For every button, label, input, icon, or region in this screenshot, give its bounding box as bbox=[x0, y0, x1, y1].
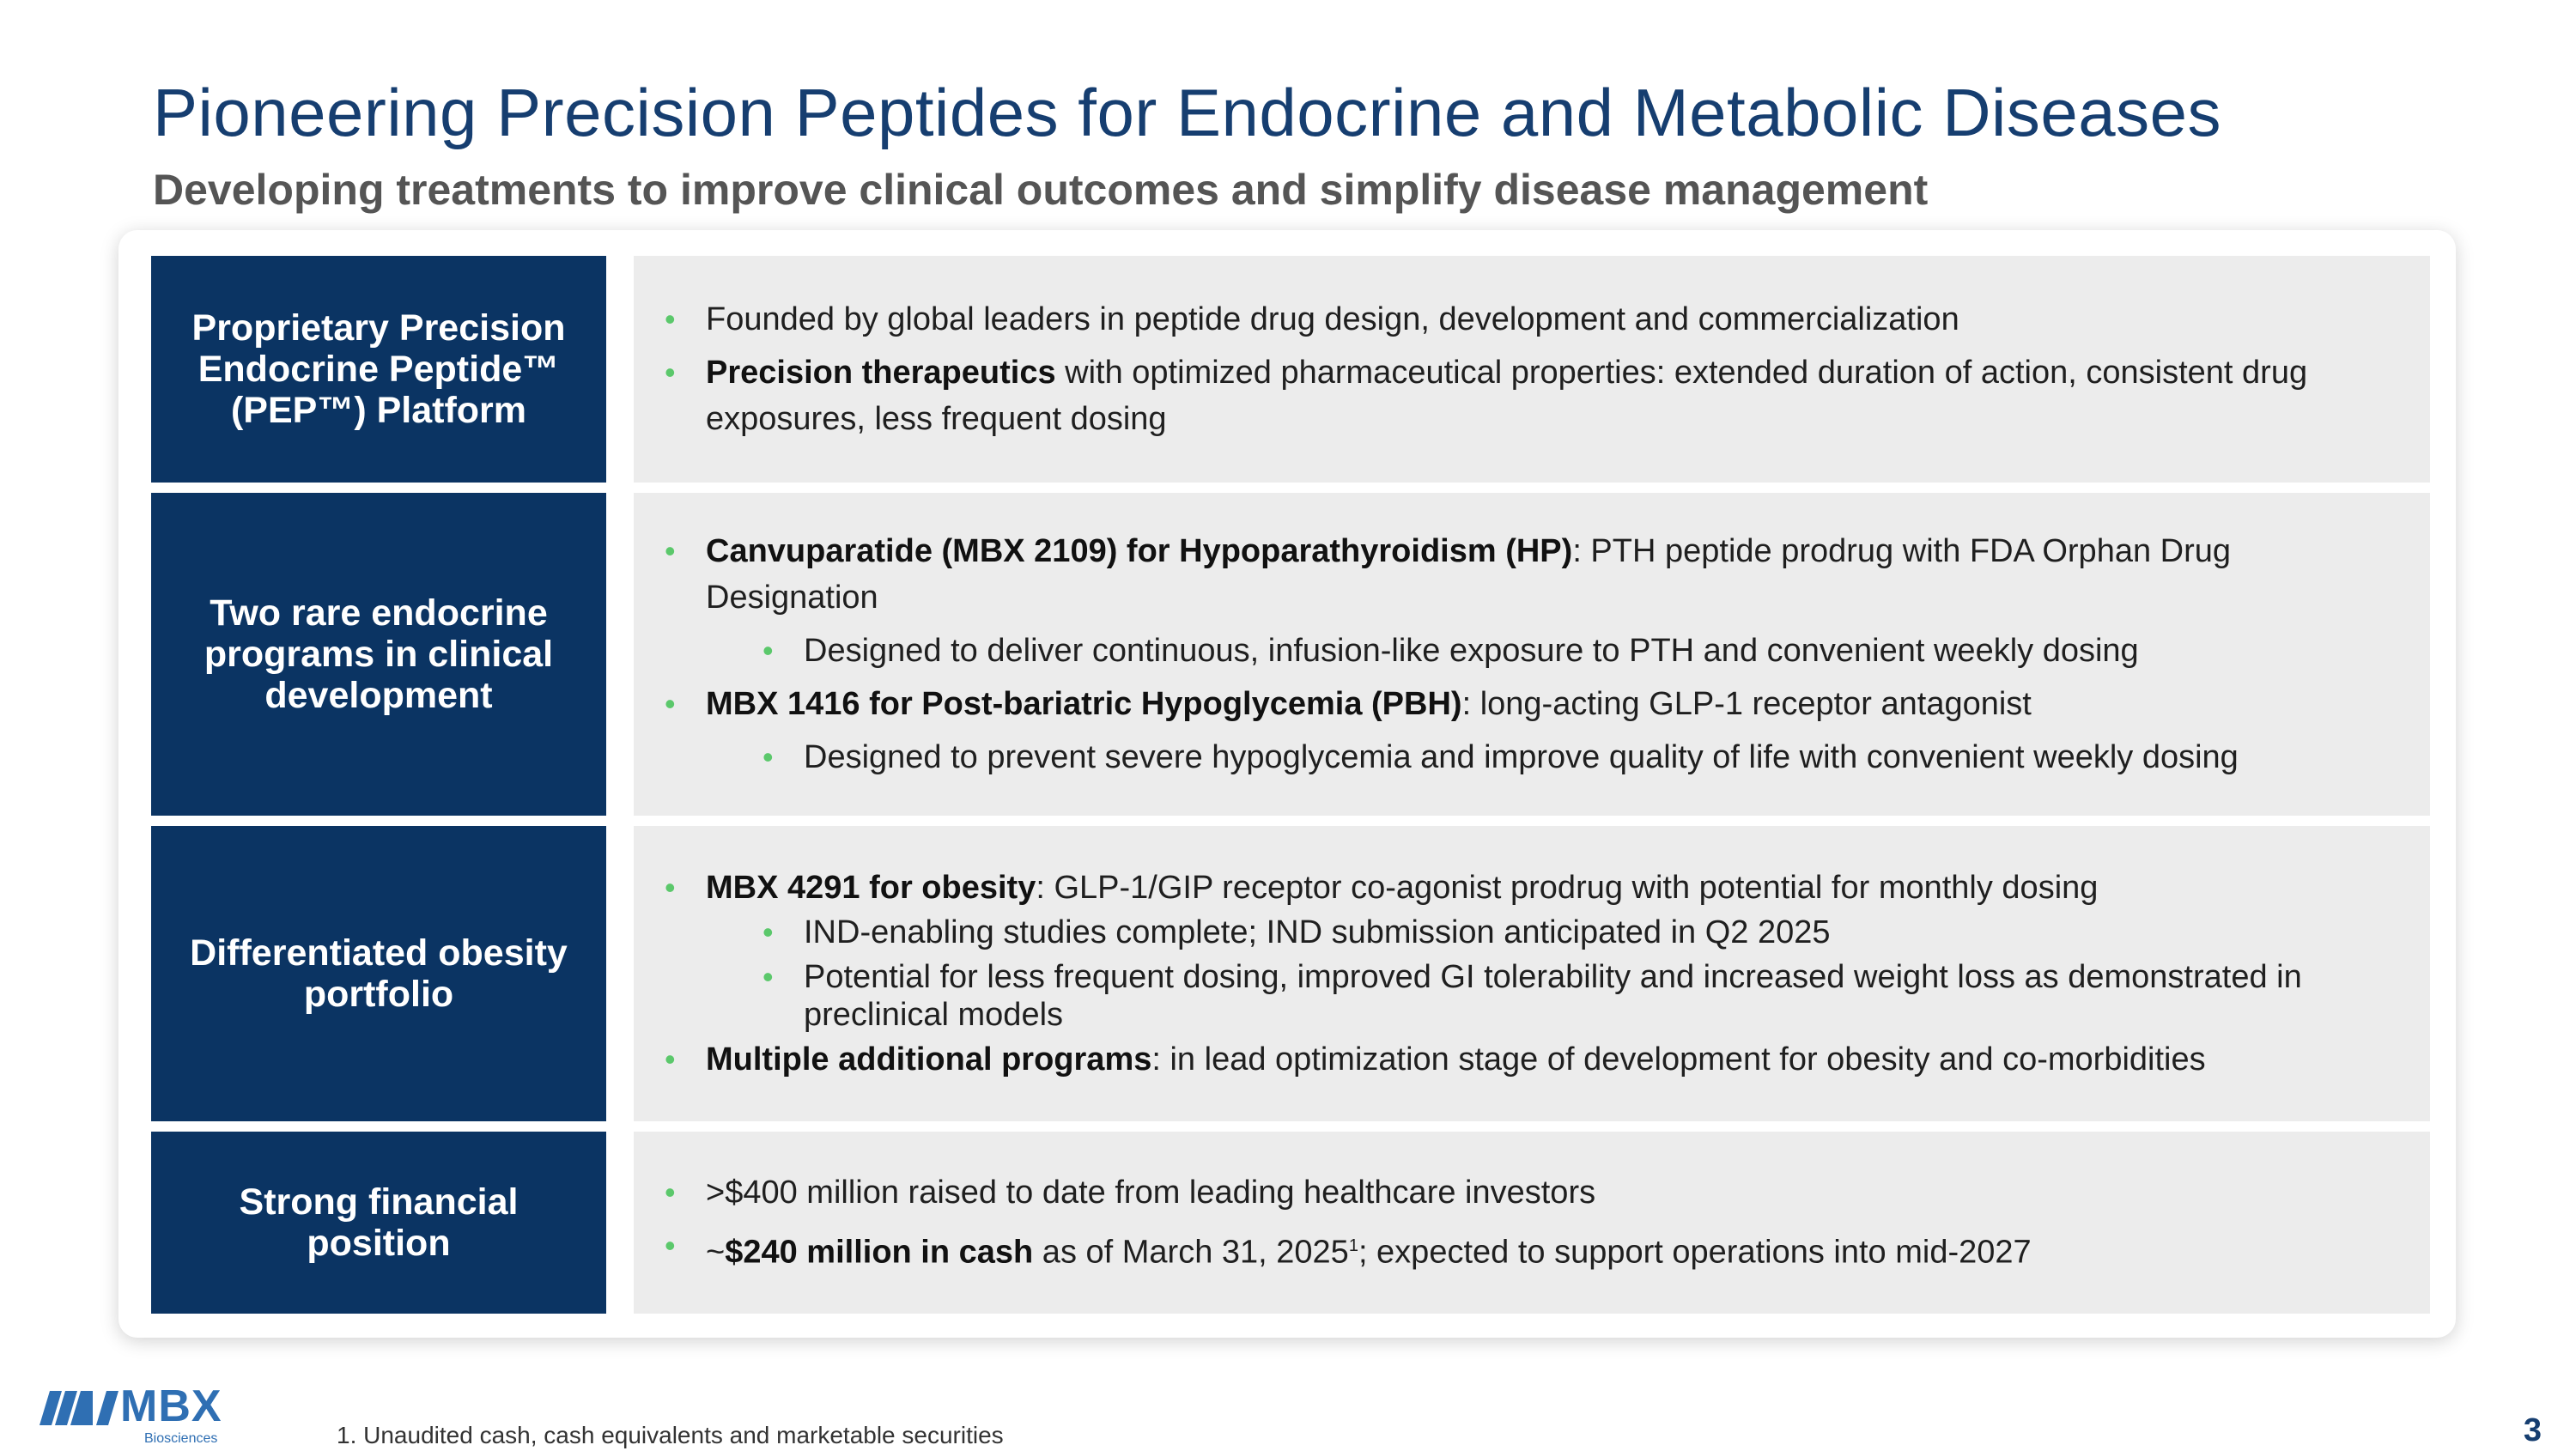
page-subtitle: Developing treatments to improve clinical outcomes and simplify disease management bbox=[153, 166, 1929, 214]
sub-bullet-item: • Designed to deliver continuous, infusion-like exposure to PTH and convenient weekly dosing bbox=[783, 628, 2396, 674]
row-content bbox=[634, 256, 2430, 483]
page-number: 3 bbox=[2523, 1412, 2542, 1448]
page-title: Pioneering Precision Peptides for Endocrine and Metabolic Diseases bbox=[153, 75, 2221, 150]
footnote: 1. Unaudited cash, cash equivalents and marketable securities bbox=[337, 1422, 1004, 1448]
bullet-icon: • bbox=[665, 533, 676, 568]
row-content bbox=[634, 493, 2430, 816]
row-content bbox=[634, 1132, 2430, 1314]
row-label: Strong financial position bbox=[151, 1132, 606, 1314]
content-panel bbox=[118, 230, 2456, 1338]
bullet-item: • >$400 million raised to date from leading healthcare investors bbox=[685, 1169, 2396, 1216]
row-label: Differentiated obesity portfolio bbox=[151, 826, 606, 1121]
row-rare-endocrine bbox=[151, 493, 2430, 816]
bullet-icon: • bbox=[665, 686, 676, 721]
sub-bullet-item: • Designed to prevent severe hypoglycemia and improve quality of life with convenient weekly dosing bbox=[783, 734, 2396, 780]
bullet-item: • Founded by global leaders in peptide drug design, development and commercialization bbox=[685, 296, 2396, 343]
logo-text: MBX bbox=[120, 1381, 222, 1431]
bullet-icon: • bbox=[762, 914, 774, 950]
sub-bullet-item: • Potential for less frequent dosing, improved GI tolerability and increased weight loss as demonstrated in preclinical models bbox=[762, 959, 2302, 1033]
bullet-icon: • bbox=[665, 1228, 676, 1264]
bullet-icon: • bbox=[665, 1041, 676, 1077]
row-content bbox=[634, 826, 2430, 1121]
row-label: Proprietary Precision Endocrine Peptide™ (PEP™) Platform bbox=[151, 256, 606, 483]
sub-bullet-item: • IND-enabling studies complete; IND submission anticipated in Q2 2025 bbox=[762, 914, 1831, 950]
bullet-item: • Canvuparatide (MBX 2109) for Hypoparathyroidism (HP): PTH peptide prodrug with FDA Orphan Drug Designation bbox=[685, 528, 2396, 621]
bullet-icon: • bbox=[762, 959, 774, 994]
bullet-item: • Multiple additional programs: in lead optimization stage of development for obesity and co-morbidities bbox=[665, 1041, 2206, 1078]
bullet-icon: • bbox=[665, 1175, 676, 1211]
bullet-icon: • bbox=[665, 355, 676, 390]
bullet-icon: • bbox=[665, 301, 676, 337]
bullet-icon: • bbox=[762, 633, 774, 668]
row-obesity bbox=[151, 826, 2430, 1121]
bullet-item: • MBX 4291 for obesity: GLP-1/GIP receptor co-agonist prodrug with potential for monthly dosing bbox=[665, 870, 2099, 906]
row-platform bbox=[151, 256, 2430, 483]
bullet-icon: • bbox=[762, 739, 774, 774]
bullet-item: • MBX 1416 for Post-bariatric Hypoglycemia (PBH): long-acting GLP-1 receptor antagonist bbox=[685, 681, 2396, 727]
bullet-item: • Precision therapeutics with optimized pharmaceutical properties: extended duration of action, consistent drug exposures, less frequent dosing bbox=[685, 349, 2396, 442]
logo-subtext: Biosciences bbox=[144, 1431, 218, 1446]
bullet-item: • ~$240 million in cash as of March 31, 2025$^1$; expected to support operations into mid-2027 bbox=[685, 1223, 2396, 1276]
bullet-icon: • bbox=[665, 870, 676, 905]
row-financial bbox=[151, 1132, 2430, 1314]
row-label: Two rare endocrine programs in clinical development bbox=[151, 493, 606, 816]
